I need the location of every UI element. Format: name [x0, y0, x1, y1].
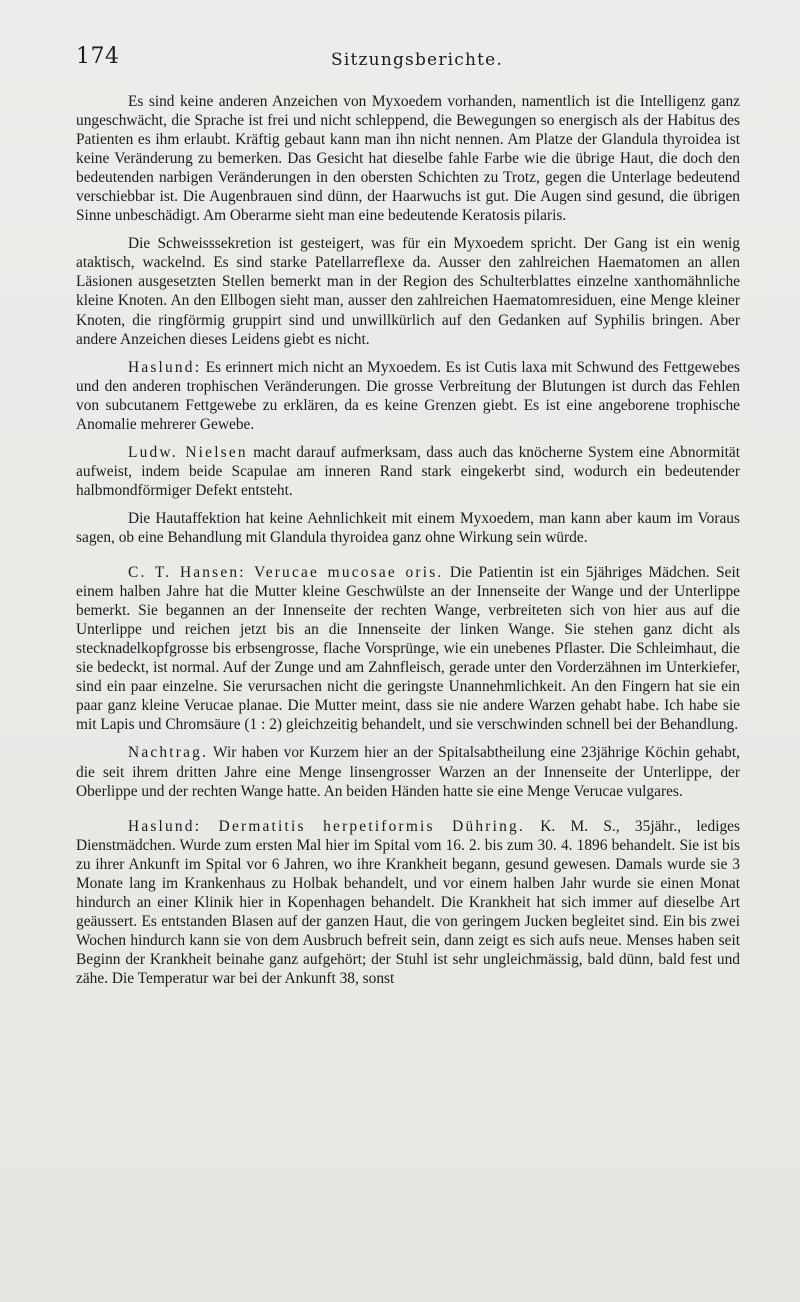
paragraph-nielsen-comment: [76, 443, 740, 500]
paragraph-text: Die Patientin ist ein 5jähriges Mädchen. Seit einem halben Jahre hat die Mutter kleine Geschwülste an der Innenseite der Wange und der Unterlippe bemerkt. Sie begannen an der Innenseite der rechten Wange, verbreiteten sich von hier aus auf die Unterlippe und reichen jetzt bis an die Innenseite der linken Wange. Sie stehen ganz dicht als stecknadelkopfgrosse bis erbsengrosse, flache Vorsprünge, wie ein unebenes Pflaster. Die Schleimhaut, die sie bedeckt, ist normal. Auf der Zunge und am Zahnfleisch, gerade unter den Vorderzähnen im Unterkiefer, sind ein paar einzelne. Sie verursachen nicht die geringste Unannehmlichkeit. An den Fingern hat sie ein paar ganz kleine Verucae planae. Die Mutter meint, dass sie nie andere Warzen gehabt habe. Ich habe sie mit Lapis und Chromsäure (1 : 2) gleichzeitig behandelt, und sie verschwinden schnell bei der Behandlung.: [76, 564, 740, 734]
paragraph-text: macht darauf aufmerksam, dass auch das knöcherne System eine Abnormität aufweist, indem beide Scapulae am inneren Rand stark eingekerbt sind, wodurch ein bedeutender halbmondförmiger Defekt entsteht.: [76, 443, 741, 499]
paragraph-nachtrag: [76, 743, 740, 800]
paragraph-text: Die Schweisssekretion ist gesteigert, was für ein Myxoedem spricht. Der Gang ist ein wenig ataktisch, wackelnd. Es sind starke Patellarreflexe da. Ausser den zahlreichen Haematomen an allen Läsionen ausgesetzten Stellen bemerkt man in der Region des Schulterblattes einzelne xanthomähnliche kleine Knoten. An den Ellbogen sieht man, ausser den zahlreichen Haematomresiduen, eine Menge kleiner Knoten, die ringförmig gruppirt sind und unwillkürlich auf den Gedanken auf Syphilis bringen. Aber andere Anzeichen dieses Leidens giebt es nicht.: [76, 235, 740, 348]
speaker-name: Ludw. Nielsen: [128, 443, 248, 461]
paragraph-sweat-secretion: [76, 234, 740, 348]
paragraph-text: Wir haben vor Kurzem hier an der Spitalsabtheilung eine 23jährige Köchin gehabt, die seit ihrem dritten Jahre eine Menge linsengrosser Warzen an der Innenseite der Unterlippe, der Oberlippe und der rechten Wange hatte. An beiden Händen hatte sie eine Menge Verucae vulgares.: [76, 744, 740, 800]
paragraph-haslund-case: [76, 817, 740, 988]
paragraph-text: Die Hautaffektion hat keine Aehnlichkeit mit einem Myxoedem, man kann aber kaum im Voraus sagen, ob eine Behandlung mit Glandula thyroidea ganz ohne Wirkung sein würde.: [76, 509, 740, 546]
paragraph-haslund-comment: [76, 358, 740, 434]
paragraph-text: K. M. S., 35jähr., lediges Dienstmädchen. Wurde zum ersten Mal hier im Spital vom 16. 2. bis zum 30. 4. 1896 behandelt. Sie ist bis zu ihrer Ankunft im Spital vor 6 Jahren, wo ihre Krankheit begann, gesund gewesen. Damals wurde sie 3 Monate lang im Krankenhaus zu Holbak behandelt, und vor einem halben Jahr wurde sie einen Monat hindurch an einer Klinik hier in Kopenhagen behandelt. Die Krankheit hat sich immer auf dieselbe Art geäussert. Es entstanden Blasen auf der ganzen Haut, die von geringem Jucken begleitet sind. Ein bis zwei Wochen hindurch kann sie von dem Ausbruch befreit sein, dann zeigt es sich aufs neue. Menses haben seit Beginn der Krankheit beinahe ganz aufgehört; der Stuhl ist sehr ungleichmässig, bald dünn, bald fest und zähe. Die Temperatur war bei der Ankunft 38, sonst: [76, 817, 740, 987]
page-header: [76, 44, 738, 74]
paragraph-skin-affection: [76, 509, 740, 547]
running-title: Sitzungsberichte.: [331, 50, 504, 70]
page-number: 174: [76, 44, 120, 69]
addendum-heading: Nachtrag.: [128, 744, 209, 762]
body-text: [76, 92, 740, 988]
paragraph-text: Es sind keine anderen Anzeichen von Myxoedem vorhanden, namentlich ist die Intelligenz ganz ungeschwächt, die Sprache ist frei und nicht schleppend, die Bewegungen so energisch als der Habitus des Patienten es ihm erlaubt. Kräftig gebaut kann man ihn nicht nennen. Am Platze der Glandula thyroidea ist keine Veränderung zu bemerken. Das Gesicht hat dieselbe fahle Farbe wie die übrige Haut, die doch den bedeutenden narbigen Veränderungen in den obersten Schichten zu Trotz, gegen die Unterlage bedeutend verschiebbar ist. Die Augenbrauen sind dünn, der Haarwuchs ist gut. Die Augen sind gesund, die übrigen Sinne unbeschädigt. Am Oberarme sieht man eine bedeutende Keratosis pilaris.: [76, 93, 740, 225]
paragraph-myxoedem-signs: [76, 92, 740, 225]
case-heading: Haslund: Dermatitis herpetiformis Dühring.: [128, 817, 525, 835]
case-heading: C. T. Hansen: Verucae mucosae oris.: [128, 564, 444, 582]
speaker-name: Haslund:: [128, 358, 202, 376]
paragraph-text: Es erinnert mich nicht an Myxoedem. Es ist Cutis laxa mit Schwund des Fettgewebes und den anderen trophischen Veränderungen. Die grosse Verbreitung der Blutungen ist durch das Fehlen von subcutanem Fettgewebe zu erklären, da es keine Grenzen giebt. Es ist eine angeborene trophische Anomalie mehrerer Gewebe.: [76, 358, 740, 433]
paragraph-hansen-case: [76, 563, 740, 734]
